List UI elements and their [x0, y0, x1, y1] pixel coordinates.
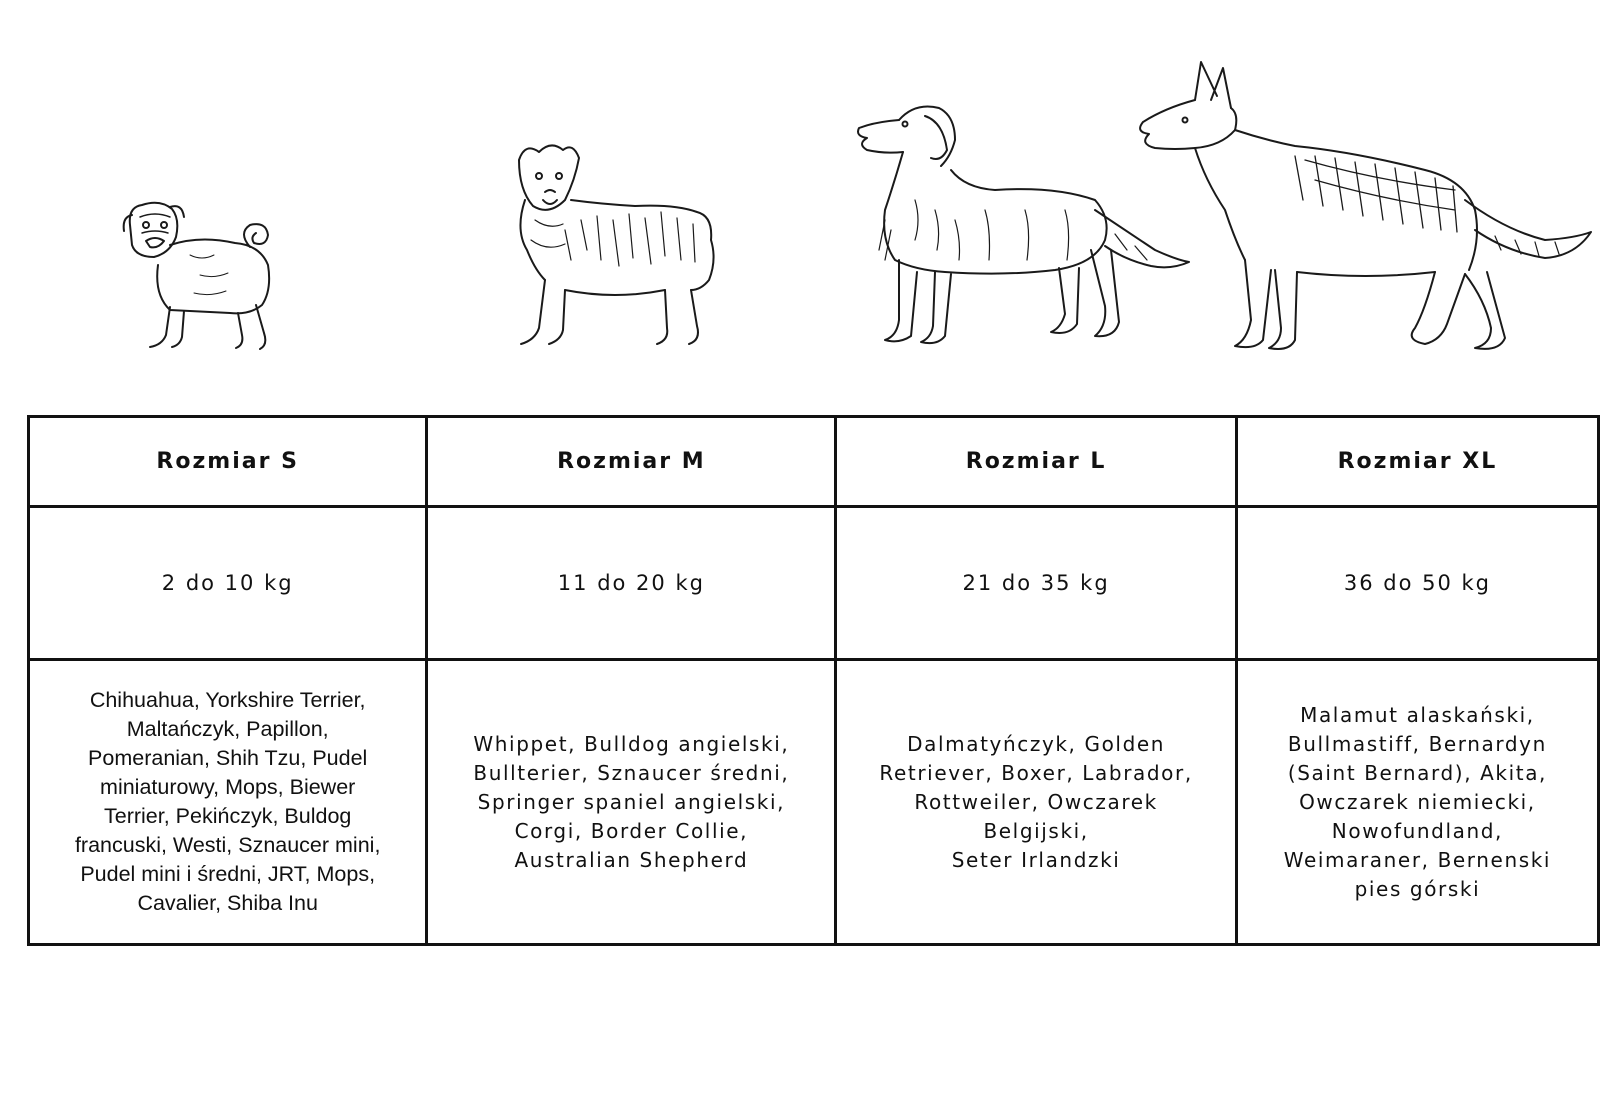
breed-list: Dalmatyńczyk, Golden Retriever, Boxer, Labrador, Rottweiler, Owczarek Belgijski, Seter Irlandzki [879, 731, 1193, 872]
pug-icon [110, 195, 290, 365]
size-label: Rozmiar L [965, 449, 1107, 474]
breeds-cell-m [427, 660, 836, 945]
size-header-l [836, 417, 1236, 507]
weight-range: 21 do 35 kg [962, 571, 1110, 595]
breed-list: Malamut alaskański, Bullmastiff, Bernardyn (Saint Bernard), Akita, Owczarek niemiecki, Nowofundland, Weimaraner, Bernenski pies górski [1283, 702, 1552, 901]
weight-cell-xl [1236, 507, 1598, 660]
weight-cell-l [836, 507, 1236, 660]
weight-cell-s [29, 507, 427, 660]
australian-shepherd-icon [505, 140, 735, 365]
header-row [29, 417, 1599, 507]
size-header-m [427, 417, 836, 507]
breeds-row [29, 660, 1599, 945]
breed-list: Chihuahua, Yorkshire Terrier, Maltańczyk, Papillon, Pomeranian, Shih Tzu, Pudel miniaturowy, Mops, Biewer Terrier, Pekińczyk, Buldog francuski, Westi, Sznaucer mini, Pudel mini i średni, JRT, Mops, Cavalier, Shiba Inu [74, 688, 381, 915]
size-header-xl [1236, 417, 1598, 507]
weight-row [29, 507, 1599, 660]
weight-cell-m [427, 507, 836, 660]
size-header-s [29, 417, 427, 507]
breeds-cell-l [836, 660, 1236, 945]
size-label: Rozmiar M [557, 449, 706, 474]
size-table [27, 415, 1600, 946]
german-shepherd-icon [1135, 60, 1595, 365]
weight-range: 11 do 20 kg [557, 571, 705, 595]
size-label: Rozmiar S [156, 449, 299, 474]
size-label: Rozmiar XL [1337, 449, 1498, 474]
weight-range: 2 do 10 kg [161, 571, 294, 595]
breeds-cell-xl [1236, 660, 1598, 945]
breed-list: Whippet, Bulldog angielski, Bullterier, Sznaucer średni, Springer spaniel angielski, Corgi, Border Collie, Australian Shepherd [473, 731, 790, 872]
breeds-cell-s [29, 660, 427, 945]
weight-range: 36 do 50 kg [1343, 571, 1491, 595]
